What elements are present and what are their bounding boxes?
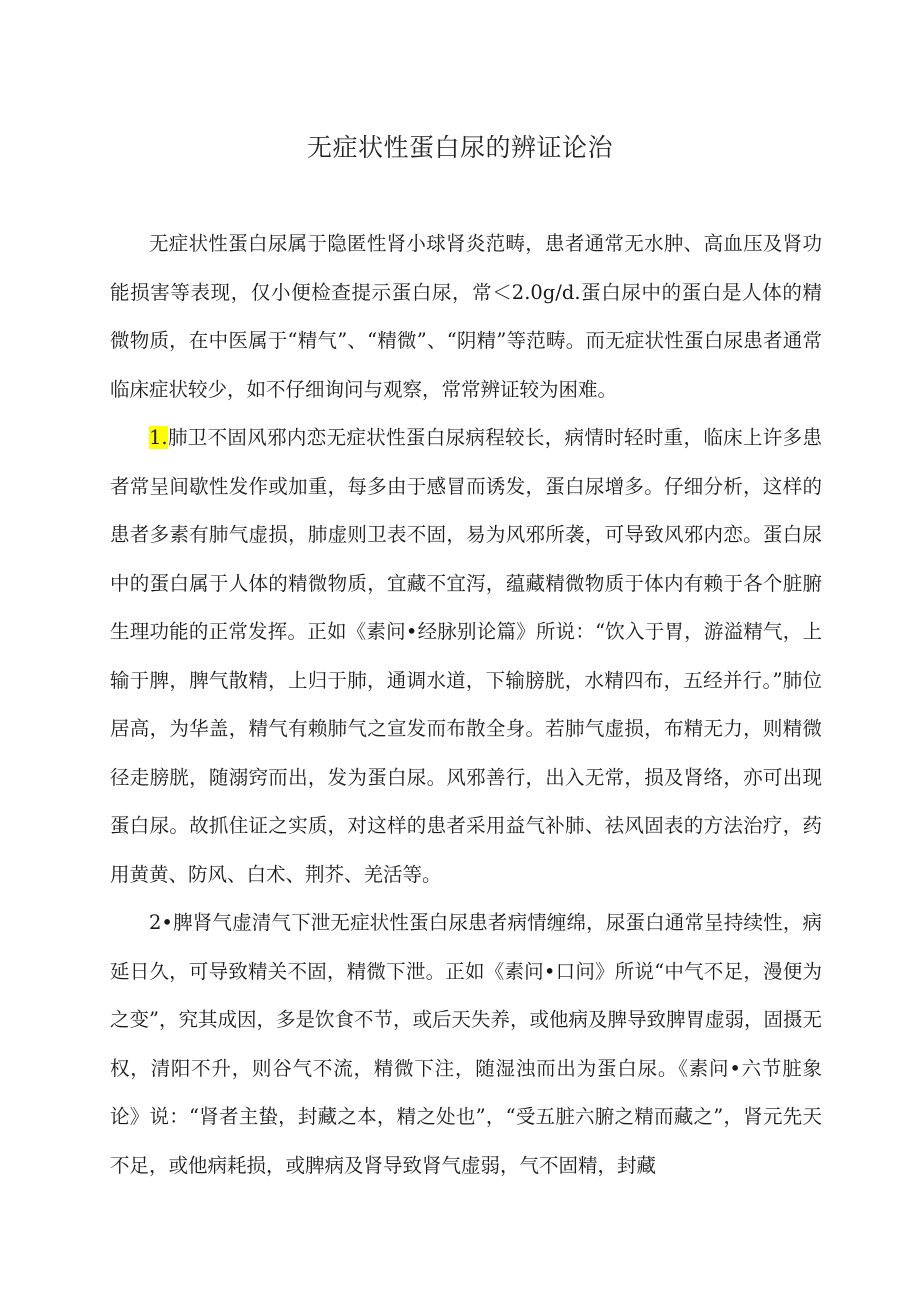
paragraph-text: 肺卫不固风邪内恋无症状性蛋白尿病程较长，病情时轻时重，临床上许多患者常呈间歇性发作或加重，每多由于感冒而诱发，蛋白尿增多。仔细分析，这样的患者多素有肺气虚损，肺虚则卫表不固，易为风邪所袭，可导致风邪内恋。蛋白尿中的蛋白属于人体的精微物质，宜藏不宜泻，蕴藏精微物质于体内有赖于各个脏腑生理功能的正常发挥。正如《素问•经脉别论篇》所说：“饮入于胃，游溢精气，上输于脾，脾气散精，上归于肺，通调水道，下输膀胱，水精四布，五经并行。”肺位居高，为华盖，精气有赖肺气之宣发而布散全身。若肺气虚损，布精无力，则精微径走膀胱，随溺窍而出，发为蛋白尿。风邪善行，出入无常，损及肾络，亦可出现蛋白尿。故抓住证之实质，对这样的患者采用益气补肺、祛风固表的方法治疗，药用黄黄、防风、白术、荆芥、羌活等。 [110,426,822,886]
highlighted-section-number: 1. [149,426,168,449]
paragraph-intro [110,220,822,414]
paragraph-section-2 [110,899,822,1190]
document-body [110,220,822,1190]
paragraph-section-1 [110,414,822,899]
document-title: 无症状性蛋白尿的辨证论治 [306,133,613,162]
paragraph-text: 无症状性蛋白尿属于隐匿性肾小球肾炎范畴，患者通常无水肿、高血压及肾功能损害等表现，仅小便检查提示蛋白尿，常＜2.0g/d.蛋白尿中的蛋白是人体的精微物质，在中医属于“精气”、“精微”、“阴精”等范畴。而无症状性蛋白尿患者通常临床症状较少，如不仔细询问与观察，常常辨证较为困难。 [110,232,822,401]
paragraph-text: 2•脾肾气虚清气下泄无症状性蛋白尿患者病情缠绵，尿蛋白通常呈持续性，病延日久，可导致精关不固，精微下泄。正如《素问•口问》所说“中气不足，漫便为之变”，究其成因，多是饮食不节，或后天失养，或他病及脾导致脾胃虚弱，固摄无权，清阳不升，则谷气不流，精微下注，随湿浊而出为蛋白尿。《素问•六节脏象论》说：“肾者主蛰，封藏之本，精之处也”，“受五脏六腑之精而藏之”，肾元先天不足，或他病耗损，或脾病及肾导致肾气虚弱，气不固精，封藏 [110,911,822,1177]
